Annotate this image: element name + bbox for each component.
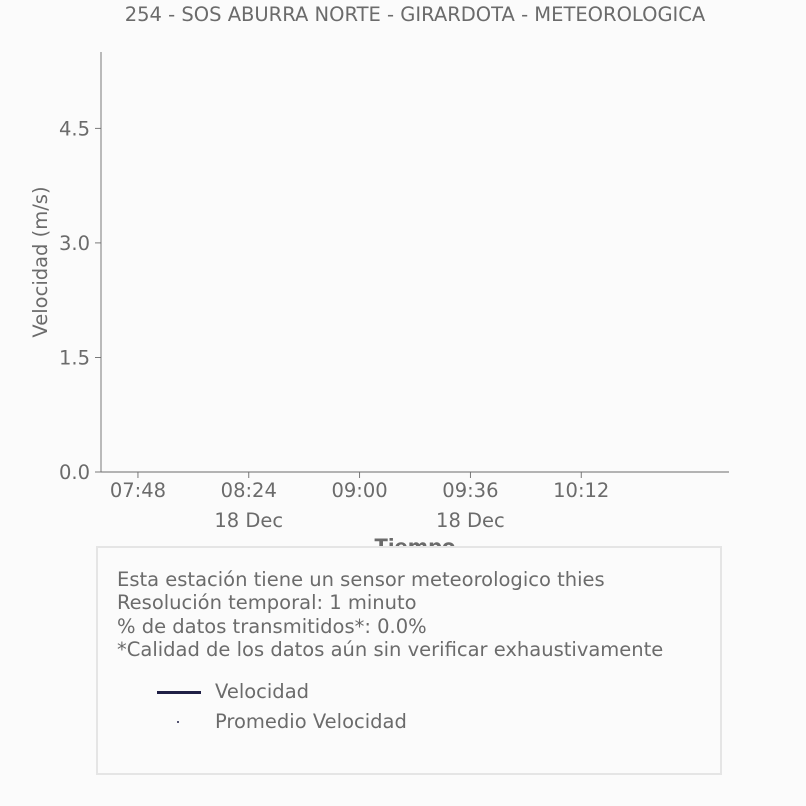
- chart-title: 254 - SOS ABURRA NORTE - GIRARDOTA - METEOROLOGICA: [124, 3, 706, 26]
- info-line-resolution: Resolución temporal: 1 minuto: [117, 591, 417, 615]
- x-tick-sublabel: 18 Dec: [214, 509, 284, 532]
- legend-line-swatch: [157, 691, 201, 694]
- y-axis-label: Velocidad (m/s): [29, 186, 52, 338]
- x-tick-label: 09:36: [442, 479, 499, 502]
- x-tick-label: 07:48: [109, 479, 167, 502]
- legend-label-promedio: Promedio Velocidad: [215, 710, 407, 733]
- x-tick-sublabel: 18 Dec: [436, 509, 505, 532]
- y-tick-label: 3.0: [58, 231, 90, 255]
- legend-dot-swatch: [177, 721, 179, 723]
- info-line-sensor: Esta estación tiene un sensor meteorologico thies: [117, 568, 605, 591]
- legend-label-velocidad: Velocidad: [215, 680, 310, 703]
- info-legend-box: [96, 546, 722, 775]
- info-text: [117, 568, 663, 661]
- y-tick-label: 4.5: [58, 117, 90, 141]
- legend-item-promedio: [98, 710, 498, 734]
- info-line-transmitted: % de datos transmitidos*: 0.0%: [117, 614, 427, 638]
- x-tick-label: 08:24: [220, 479, 277, 502]
- legend-item-velocidad: [98, 680, 498, 704]
- info-line-quality: *Calidad de los datos aún sin verificar exhaustivamente: [117, 637, 664, 661]
- y-tick-label: 1.5: [58, 346, 90, 370]
- x-tick-label: 09:00: [331, 479, 388, 502]
- y-tick-label: 0.0: [58, 461, 90, 484]
- x-tick-label: 10:12: [553, 479, 610, 502]
